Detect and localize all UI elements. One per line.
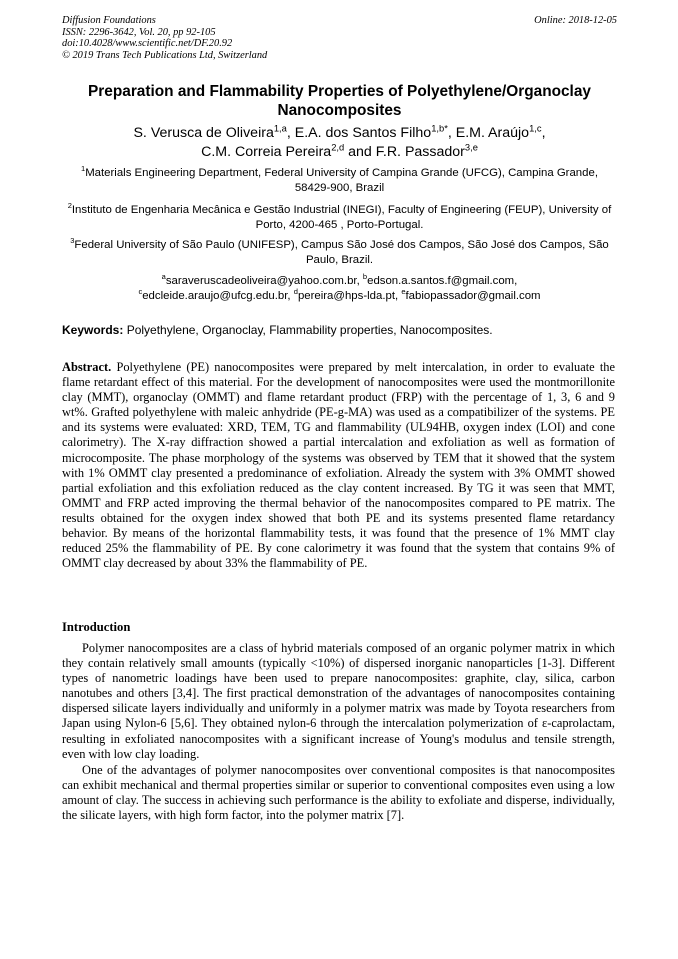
author-affiliation-marker: 2,d xyxy=(331,142,345,153)
affiliation-number: 1 xyxy=(81,164,86,174)
author-conjunction: and xyxy=(348,144,372,160)
keywords xyxy=(62,323,617,338)
email-link[interactable]: saraveruscadeoliveira@yahoo.com.br, xyxy=(165,275,360,287)
affiliation-1 xyxy=(62,166,617,196)
journal-doi: doi:10.4028/www.scientific.net/DF.20.92 xyxy=(62,38,233,50)
section-heading-introduction: Introduction xyxy=(62,620,131,634)
email-marker: c xyxy=(138,287,143,297)
journal-copyright: © 2019 Trans Tech Publications Ltd, Switzerland xyxy=(62,49,268,61)
affiliation-text: Materials Engineering Department, Federal University of Campina Grande (UFCG), Campina Grande, 58429-900, Brazil xyxy=(85,167,598,195)
email-link[interactable]: edson.a.santos.f@gmail.com, xyxy=(367,275,518,287)
author-affiliation-marker: 3,e xyxy=(464,142,478,153)
author-name: E.A. dos Santos Filho xyxy=(294,125,432,141)
author-name: S. Verusca de Oliveira xyxy=(133,125,274,141)
author-name: C.M. Correia Pereira xyxy=(201,144,332,160)
email-line-2 xyxy=(62,289,617,304)
journal-header xyxy=(62,15,617,61)
keywords-text: Polyethylene, Organoclay, Flammability properties, Nanocomposites. xyxy=(126,323,493,337)
introduction-body xyxy=(62,641,615,824)
affiliation-number: 2 xyxy=(67,201,72,211)
journal-name: Diffusion Foundations xyxy=(62,15,156,26)
email-line-1 xyxy=(62,274,617,289)
author-affiliation-marker: 1,c xyxy=(529,123,542,134)
email-marker: d xyxy=(293,287,298,297)
author-affiliation-marker: 1,b* xyxy=(431,123,448,134)
paper-title: Preparation and Flammability Properties of Polyethylene/Organoclay Nanocomposites xyxy=(88,83,591,119)
affiliation-2 xyxy=(62,203,617,233)
keywords-label: Keywords: xyxy=(62,323,124,337)
email-list xyxy=(62,274,617,304)
email-marker: a xyxy=(161,272,166,282)
abstract-text: Polyethylene (PE) nanocomposites were prepared by melt intercalation, in order to evaluate the flame retardant effect of this material. For the development of nanocomposites were used the montmorillonite clay (MMT), organoclay (OMMT) and flame retardant product (FRP) with the percentage of 1, 3, 6 and 9 wt%. Grafted polyethylene with maleic anhydride (PE-g-MA) was used as a compatibilizer of the systems. PE and its systems were evaluated: XRD, TEM, TG and flammability (UL94HB, oxygen index (LOI) and cone calorimetry). The X-ray diffraction showed a partial intercalation and exfoliation as well as formation of microcomposite. The phase morphology of the systems was observed by TEM that it showed that the system with 1% OMMT clay presented a predominance of exfoliation. Already the system with 3% OMMT showed partial exfoliation and this exfoliation reduced as the clay content increased. By TG it was seen that MMT, OMMT and FRP acted improving the thermal behavior of the nanocomposites compared to PE matrix. The results obtained for the oxygen index showed that both PE and its systems presented flame retardancy behavior. By means of the horizontal flammability tests, it was found that the presence of 1% MMT clay reduced 25% the flammability of PE. By cone calorimetry it was found that the system that contains 9% of OMMT clay decreased by about 33% the flammability of PE. xyxy=(62,360,615,571)
paragraph: Polymer nanocomposites are a class of hybrid materials composed of an organic polymer matrix in which they contain relatively small amounts (typically <10%) of dispersed inorganic nanoparticles [1-3]. Different types of nanometric loadings have been used to prepare nanocomposites: graphite, clay, silica, carbon nanotubes and others [3,4]. The first practical demonstration of the advantages of nanocomposites containing dispersed silicate layers individually and uniformly in a polymer matrix was made by Toyota researchers from Japan using Nylon-6 [5,6]. They obtained nylon-6 through the intercalation polymerization of ε-caprolactam, resulting in exfoliated nanocomposites with a significant increase of Young's modulus and tensile strength, even with low clay loading. xyxy=(62,641,615,761)
author-line-2 xyxy=(62,143,617,162)
affiliation-text: Instituto de Engenharia Mecânica e Gestão Industrial (INEGI), Faculty of Engineering (FEUP), University of Porto, 4200-465 , Porto-Portugal. xyxy=(71,204,612,232)
abstract xyxy=(62,360,615,571)
email-link[interactable]: pereira@hps-lda.pt, xyxy=(297,290,399,303)
paragraph: One of the advantages of polymer nanocomposites over conventional composites is that nanocomposites can exhibit mechanical and thermal properties similar or superior to conventional composites even using a low amount of clay. The success in achieving such performance is the ability to exfoliate and disperse, individually, the silicate layers, with high form factor, into the polymer matrix [7]. xyxy=(62,762,615,823)
author-name: E.M. Araújo xyxy=(455,125,530,141)
abstract-label: Abstract. xyxy=(62,360,112,374)
affiliation-number: 3 xyxy=(70,236,75,246)
author-list xyxy=(62,124,617,162)
affiliation-3 xyxy=(62,238,617,268)
email-link[interactable]: fabiopassador@gmail.com xyxy=(405,290,541,303)
email-link[interactable]: edcleide.araujo@ufcg.edu.br, xyxy=(142,290,291,303)
email-marker: e xyxy=(401,287,406,297)
author-name: F.R. Passador xyxy=(375,144,465,160)
online-date: Online: 2018-12-05 xyxy=(534,15,617,26)
email-marker: b xyxy=(362,272,368,282)
author-line-1: S. Verusca de Oliveira$^{1,a}$, E.A. dos Santos Filho$^{1,b*}$, E.M. Araújo$^{1,c}$, xyxy=(133,123,546,141)
author-affiliation-marker: 1,a xyxy=(273,123,287,134)
affiliation-text: Federal University of São Paulo (UNIFESP), Campus São José dos Campos, São José dos Campos, São Paulo, Brazil. xyxy=(74,239,609,267)
journal-issn: ISSN: 2296-3642, Vol. 20, pp 92-105 xyxy=(62,26,216,38)
